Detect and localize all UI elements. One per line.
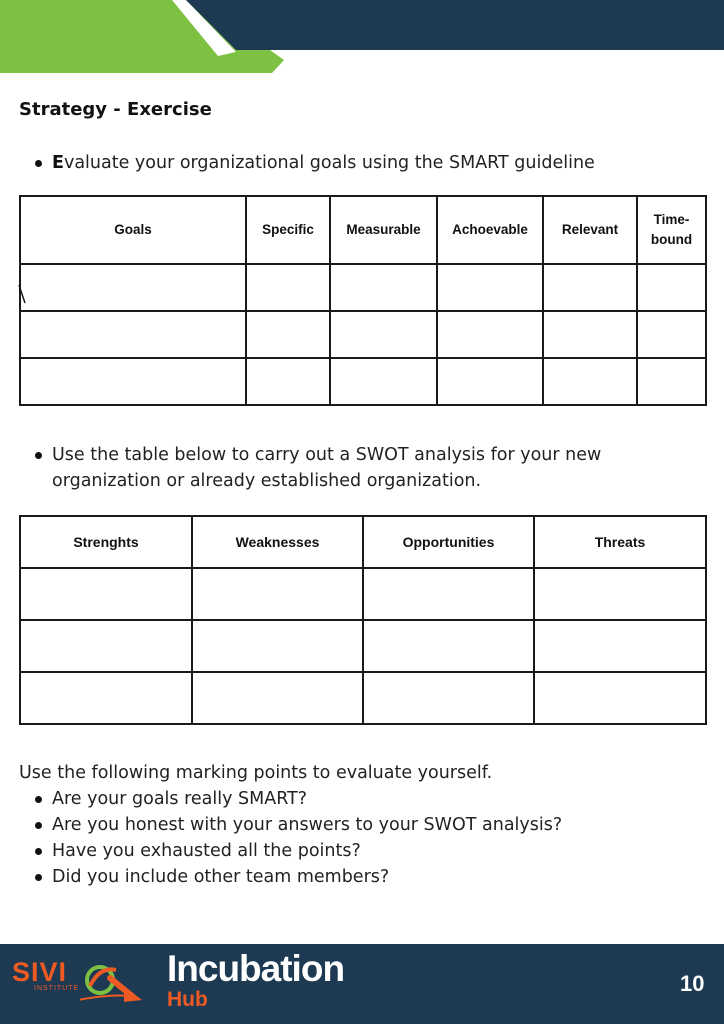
header-navy-band xyxy=(186,0,724,50)
smart-cell[interactable] xyxy=(330,311,437,358)
smart-cell[interactable] xyxy=(543,311,637,358)
swot-cell[interactable] xyxy=(534,672,706,724)
smart-cell[interactable] xyxy=(637,311,706,358)
footer-bar xyxy=(0,944,724,1024)
smart-instruction-first-letter: E xyxy=(52,153,64,173)
smart-goals-table xyxy=(19,195,707,406)
table-row xyxy=(20,620,706,672)
swot-header-row xyxy=(20,516,706,568)
smart-header-relevant: Relevant xyxy=(543,196,637,264)
table-row xyxy=(20,358,706,405)
smart-cell[interactable] xyxy=(437,358,543,405)
swot-header-weaknesses: Weaknesses xyxy=(192,516,363,568)
list-item: Have you exhausted all the points? xyxy=(33,838,562,864)
swot-instruction-line1: Use the table below to carry out a SWOT analysis for your new xyxy=(52,445,602,465)
swot-cell[interactable] xyxy=(363,620,534,672)
swot-cell[interactable] xyxy=(192,672,363,724)
table-row xyxy=(20,568,706,620)
smart-cell[interactable] xyxy=(20,311,246,358)
smart-header-timebound: Time-bound xyxy=(637,196,706,264)
sivi-logo-text: SIVI xyxy=(12,957,68,987)
smart-cell[interactable] xyxy=(20,358,246,405)
brand-subname: Hub xyxy=(167,988,208,1011)
list-item: Did you include other team members? xyxy=(33,864,562,890)
swot-table xyxy=(19,515,707,725)
smart-instruction-text: valuate your organizational goals using the SMART guideline xyxy=(63,153,595,173)
marking-intro: Use the following marking points to evaluate yourself. xyxy=(19,763,493,783)
smart-header-specific: Specific xyxy=(246,196,330,264)
smart-cell[interactable] xyxy=(246,358,330,405)
table-row xyxy=(20,264,706,311)
smart-cell[interactable] xyxy=(20,264,246,311)
smart-instruction xyxy=(33,150,595,176)
swot-cell[interactable] xyxy=(192,620,363,672)
swot-cell[interactable] xyxy=(363,568,534,620)
stray-pen-mark xyxy=(16,283,28,305)
page-number: 10 xyxy=(680,971,705,996)
swot-instruction-line2: organization or already established organization. xyxy=(52,471,482,491)
swot-header-opportunities: Opportunities xyxy=(363,516,534,568)
list-item: Are you honest with your answers to your SWOT analysis? xyxy=(33,812,562,838)
table-row xyxy=(20,311,706,358)
swot-header-threats: Threats xyxy=(534,516,706,568)
smart-cell[interactable] xyxy=(437,311,543,358)
swot-cell[interactable] xyxy=(363,672,534,724)
smart-header-goals: Goals xyxy=(20,196,246,264)
smart-header-achievable: Achoevable xyxy=(437,196,543,264)
swot-cell[interactable] xyxy=(20,568,192,620)
smart-header-row xyxy=(20,196,706,264)
swot-header-strengths: Strenghts xyxy=(20,516,192,568)
smart-cell[interactable] xyxy=(637,264,706,311)
smart-cell[interactable] xyxy=(637,358,706,405)
smart-cell[interactable] xyxy=(437,264,543,311)
section-title: Strategy - Exercise xyxy=(19,99,212,120)
smart-cell[interactable] xyxy=(246,311,330,358)
sivi-logo-mark-icon xyxy=(80,956,155,1006)
smart-cell[interactable] xyxy=(543,264,637,311)
table-row xyxy=(20,672,706,724)
list-item: Are your goals really SMART? xyxy=(33,786,562,812)
smart-cell[interactable] xyxy=(330,264,437,311)
swot-cell[interactable] xyxy=(534,568,706,620)
brand-name: Incubation xyxy=(167,948,345,989)
smart-cell[interactable] xyxy=(330,358,437,405)
marking-points-list xyxy=(33,786,562,890)
swot-cell[interactable] xyxy=(534,620,706,672)
swot-instruction xyxy=(33,442,601,494)
sivi-logo-subtext: INSTITUTE xyxy=(34,985,80,992)
header-banner xyxy=(0,0,724,76)
smart-header-measurable: Measurable xyxy=(330,196,437,264)
swot-cell[interactable] xyxy=(20,672,192,724)
smart-cell[interactable] xyxy=(543,358,637,405)
swot-cell[interactable] xyxy=(20,620,192,672)
swot-cell[interactable] xyxy=(192,568,363,620)
smart-cell[interactable] xyxy=(246,264,330,311)
